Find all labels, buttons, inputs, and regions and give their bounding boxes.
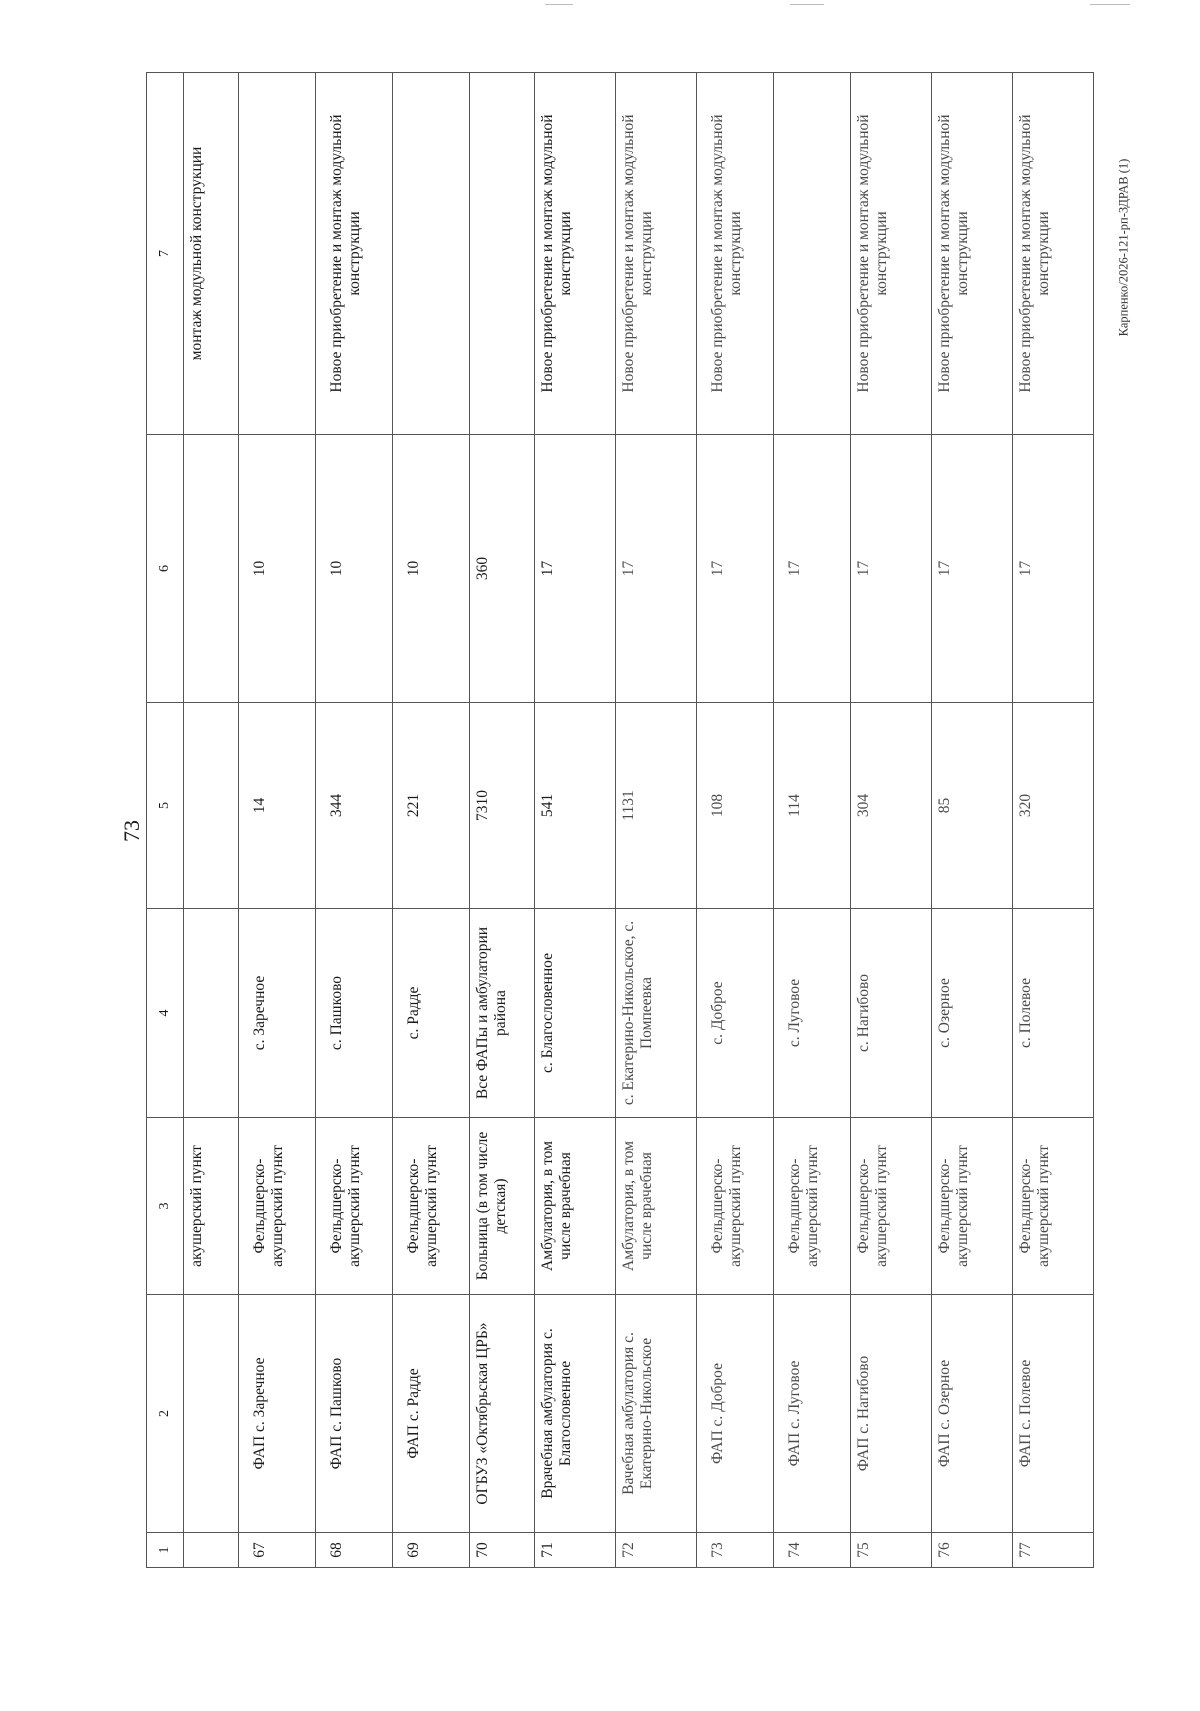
cell-note: Новое приобретение и монтаж модульной конструкции xyxy=(616,73,697,435)
cell-value6: 17 xyxy=(774,435,851,703)
cell-type: Фельдшерско-акушерский пункт xyxy=(697,1118,774,1295)
document-code: Карпенко/2026-121-рп-ЗДРАВ (1) xyxy=(1116,158,1131,337)
header-cell: 2 xyxy=(147,1295,184,1533)
cell-name: ФАП с. Нагибово xyxy=(851,1295,932,1533)
cell-name: ФАП с. Озерное xyxy=(932,1295,1013,1533)
cell-value6: 17 xyxy=(1013,435,1094,703)
cell-value6: 17 xyxy=(851,435,932,703)
table-row xyxy=(393,73,470,1568)
cell-value5: 108 xyxy=(697,703,774,909)
cell-number: 71 xyxy=(535,1533,616,1568)
cell-value6: 360 xyxy=(470,435,535,703)
cell-value5: 304 xyxy=(851,703,932,909)
cell-type: Фельдшерско-акушерский пункт xyxy=(774,1118,851,1295)
cell-value5: 344 xyxy=(316,703,393,909)
cell-name: ФАП с. Полевое xyxy=(1013,1295,1094,1533)
cell-place: с. Полевое xyxy=(1013,909,1094,1118)
cell-note: Новое приобретение и монтаж модульной конструкции xyxy=(932,73,1013,435)
table-row xyxy=(1013,73,1094,1568)
scan-artifact xyxy=(1090,4,1130,5)
cell-type: Амбулатория, в том числе врачебная xyxy=(616,1118,697,1295)
cell-note: Новое приобретение и монтаж модульной конструкции xyxy=(1013,73,1094,435)
header-cell: 5 xyxy=(147,703,184,909)
cell-place: с. Заречное xyxy=(239,909,316,1118)
cell-place: с. Пашково xyxy=(316,909,393,1118)
cell-value6: 17 xyxy=(535,435,616,703)
cell-note: Новое приобретение и монтаж модульной конструкции xyxy=(697,73,774,435)
cell-value5: 85 xyxy=(932,703,1013,909)
cell-number: 72 xyxy=(616,1533,697,1568)
page-number: 73 xyxy=(119,820,144,842)
table-row xyxy=(774,73,851,1568)
cell-type: Фельдшерско-акушерский пункт xyxy=(316,1118,393,1295)
table-row xyxy=(851,73,932,1568)
cell-value6: 10 xyxy=(316,435,393,703)
continuation-row xyxy=(184,73,239,1568)
cell-name: ФАП с. Луговое xyxy=(774,1295,851,1533)
table-row xyxy=(697,73,774,1568)
cell-type: акушерский пункт xyxy=(184,1118,239,1295)
cell-place: с. Нагибово xyxy=(851,909,932,1118)
cell-type: Фельдшерско-акушерский пункт xyxy=(932,1118,1013,1295)
cell-type: Фельдшерско-акушерский пункт xyxy=(1013,1118,1094,1295)
header-cell: 4 xyxy=(147,909,184,1118)
cell-place: с. Благословенное xyxy=(535,909,616,1118)
table-row xyxy=(535,73,616,1568)
cell-value5 xyxy=(184,703,239,909)
cell-note xyxy=(470,73,535,435)
cell-number: 77 xyxy=(1013,1533,1094,1568)
cell-type: Амбулатория, в том числе врачебная xyxy=(535,1118,616,1295)
cell-value6: 10 xyxy=(239,435,316,703)
cell-type: Фельдшерско-акушерский пункт xyxy=(239,1118,316,1295)
cell-note xyxy=(239,73,316,435)
cell-value5: 320 xyxy=(1013,703,1094,909)
cell-note xyxy=(393,73,470,435)
table-body xyxy=(147,73,1094,1568)
cell-name: ОГБУЗ «Октябрьская ЦРБ» xyxy=(470,1295,535,1533)
cell-value6: 17 xyxy=(932,435,1013,703)
cell-number: 67 xyxy=(239,1533,316,1568)
cell-name xyxy=(184,1295,239,1533)
cell-value6: 17 xyxy=(697,435,774,703)
cell-place: Все ФАПы и амбулатории района xyxy=(470,909,535,1118)
cell-value5: 221 xyxy=(393,703,470,909)
cell-value5: 14 xyxy=(239,703,316,909)
cell-number: 74 xyxy=(774,1533,851,1568)
cell-place: с. Екатерино-Никольское, с. Помпеевка xyxy=(616,909,697,1118)
table-row xyxy=(316,73,393,1568)
cell-value6 xyxy=(184,435,239,703)
cell-number: 73 xyxy=(697,1533,774,1568)
cell-value5: 1131 xyxy=(616,703,697,909)
cell-type: Фельдшерско-акушерский пункт xyxy=(851,1118,932,1295)
table-row xyxy=(616,73,697,1568)
cell-name: ФАП с. Доброе xyxy=(697,1295,774,1533)
cell-value5: 114 xyxy=(774,703,851,909)
header-cell: 7 xyxy=(147,73,184,435)
header-cell: 3 xyxy=(147,1118,184,1295)
scan-artifact xyxy=(545,4,573,5)
header-cell: 6 xyxy=(147,435,184,703)
cell-number: 76 xyxy=(932,1533,1013,1568)
cell-number xyxy=(184,1533,239,1568)
table-container xyxy=(146,73,1081,1568)
cell-note: Новое приобретение и монтаж модульной конструкции xyxy=(535,73,616,435)
cell-note: Новое приобретение и монтаж модульной конструкции xyxy=(851,73,932,435)
cell-value5: 541 xyxy=(535,703,616,909)
cell-place xyxy=(184,909,239,1118)
cell-note: Новое приобретение и монтаж модульной конструкции xyxy=(316,73,393,435)
cell-name: ФАП с. Пашково xyxy=(316,1295,393,1533)
cell-number: 75 xyxy=(851,1533,932,1568)
cell-value5: 7310 xyxy=(470,703,535,909)
cell-number: 68 xyxy=(316,1533,393,1568)
facilities-table xyxy=(146,72,1094,1568)
table-row xyxy=(470,73,535,1568)
cell-note: монтаж модульной конструкции xyxy=(184,73,239,435)
cell-value6: 10 xyxy=(393,435,470,703)
cell-note xyxy=(774,73,851,435)
cell-number: 69 xyxy=(393,1533,470,1568)
cell-type: Больница (в том числе детская) xyxy=(470,1118,535,1295)
rotated-table xyxy=(146,73,1081,1568)
header-cell: 1 xyxy=(147,1533,184,1568)
cell-name: ФАП с. Заречное xyxy=(239,1295,316,1533)
cell-place: с. Радде xyxy=(393,909,470,1118)
cell-name: Вачебная амбулатория с. Екатерино-Никольское xyxy=(616,1295,697,1533)
scan-artifact xyxy=(790,4,824,5)
cell-name: Врачебная амбулатория с. Благословенное xyxy=(535,1295,616,1533)
table-row xyxy=(239,73,316,1568)
header-row xyxy=(147,73,184,1568)
cell-name: ФАП с. Радде xyxy=(393,1295,470,1533)
cell-place: с. Луговое xyxy=(774,909,851,1118)
cell-value6: 17 xyxy=(616,435,697,703)
cell-place: с. Озерное xyxy=(932,909,1013,1118)
cell-number: 70 xyxy=(470,1533,535,1568)
cell-place: с. Доброе xyxy=(697,909,774,1118)
cell-type: Фельдшерско-акушерский пункт xyxy=(393,1118,470,1295)
table-row xyxy=(932,73,1013,1568)
